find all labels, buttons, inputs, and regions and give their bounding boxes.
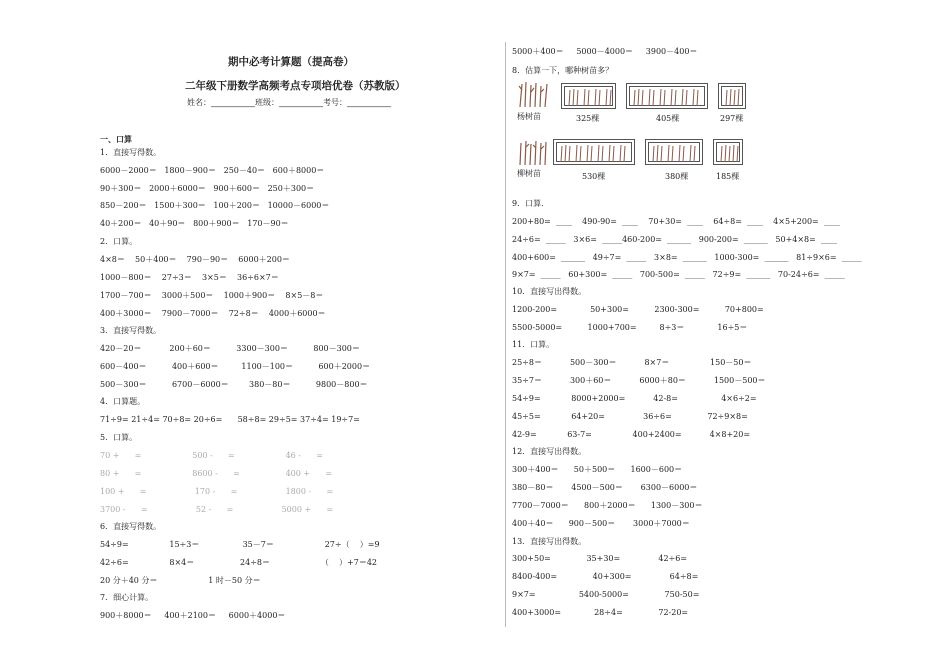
sapling-bundle-icon (554, 140, 636, 166)
question-row: 9×7= _____ 60+300= _____ 700-500= _____ 72÷9= ______ 70-24÷6= _____ (512, 270, 845, 279)
sapling-count: 530棵 (582, 172, 606, 181)
question-row: 20 分＋40 分＝ 1 时－50 分＝ (100, 576, 261, 585)
poplar-label: 杨树苗 (517, 112, 541, 121)
question-title: 4．口算题。 (100, 397, 146, 406)
question-row: 380－80＝ 4500－500＝ 6300－6000＝ (512, 483, 698, 492)
question-row: 100 + = 170 - = 1800 - = (100, 487, 334, 496)
question-row: 5500-5000= 1000+700= 8÷3＝ 16÷5＝ (512, 323, 748, 332)
willow-sapling-icon (516, 138, 550, 166)
question-row: 900＋8000＝ 400＋2100＝ 6000＋4000＝ (100, 611, 286, 620)
question-row: 25÷8＝ 500－300＝ 8×7＝ 150－50＝ (512, 358, 752, 367)
sapling-count: 405棵 (656, 114, 680, 123)
question-row: 42-9= 63-7= 400+2400= 4×8+20= (512, 430, 751, 439)
sapling-box (718, 83, 746, 109)
question-title: 7．细心计算。 (100, 593, 154, 602)
question-row: 9×7= 5400-5000= 750-50= (512, 590, 700, 599)
student-info-line: 姓名：___________班级：___________考号：___________ (187, 98, 391, 107)
question-row: 5000＋400＝ 5000－4000＝ 3900－400＝ (512, 47, 698, 56)
question-row: 71÷9= 21÷4= 70÷8= 20÷6= 58÷8= 29÷5= 37÷4= 19÷7= (100, 415, 360, 424)
question-row: 1000－800＝ 27÷3＝ 3×5＝ 36÷6×7＝ (100, 273, 279, 282)
question-row: 420－20＝ 200＋60＝ 3300－300＝ 800－300＝ (100, 344, 360, 353)
sapling-count: 297棵 (720, 114, 744, 123)
question-row: 90＋300＝ 2000＋6000＝ 900＋600＝ 250＋300＝ (100, 184, 315, 193)
question-row: 8400-400= 40+300= 64÷8= (512, 572, 699, 581)
sapling-bundle-icon (714, 140, 744, 166)
question-row: 1200-200= 50+300= 2300-300= 70+800= (512, 305, 764, 314)
worksheet-title: 期中必考计算题（提高卷） (228, 56, 354, 68)
sapling-count: 185棵 (716, 172, 740, 181)
question-row: 4×8＝ 50＋400＝ 790－90＝ 6000＋200＝ (100, 255, 290, 264)
column-divider (505, 42, 506, 627)
question-row: 200+80= ____ 490-90= ____ 70+30= ____ 64÷8= ____ 4×5+200= ____ (512, 217, 840, 226)
sapling-bundle-icon (646, 140, 704, 166)
question-title: 2．口算。 (100, 237, 138, 246)
question-row: 45÷5= 64+20= 36÷6= 72÷9×8= (512, 412, 748, 421)
question-row: 7700－7000＝ 800＋2000＝ 1300－300＝ (512, 501, 703, 510)
question-row: 400+600= ______ 49÷7= _____ 3×8= ______ 1000-300= ______ 81÷9×6= _____ (512, 253, 862, 262)
question-row: 80 + = 8600 - = 400 + = (100, 469, 333, 478)
question-title: 10．直接写出得数。 (512, 287, 587, 296)
question-title: 5．口算。 (100, 433, 138, 442)
question-title: 6．直接写得数。 (100, 522, 162, 531)
question-title: 11．口算。 (512, 340, 555, 349)
question-row: 300＋400＝ 50＋500＝ 1600－600＝ (512, 465, 683, 474)
question-row: 3700 - = 52 - = 5000 + = (100, 505, 334, 514)
question-title: 8．估算一下，哪种树苗多？ (512, 66, 614, 75)
willow-label: 柳树苗 (517, 169, 541, 178)
question-row: 600－400＝ 400＋600＝ 1100－100＝ 600＋2000＝ (100, 362, 371, 371)
sapling-box (645, 139, 703, 165)
question-title: 12．直接写出得数。 (512, 447, 587, 456)
question-title: 9．口算． (512, 199, 550, 208)
question-row: 24÷6= _____ 3×6= _____460-200= ______ 900-200= ______ 50+4×8= ____ (512, 235, 837, 244)
question-row: 850－200＝ 1500＋300＝ 100＋200＝ 10000－6000＝ (100, 201, 330, 210)
sapling-count: 380棵 (665, 172, 689, 181)
sapling-count: 325棵 (576, 114, 600, 123)
worksheet-subtitle: 二年级下册数学高频考点专项培优卷（苏教版） (185, 80, 406, 92)
question-row: 400＋40＝ 900－500＝ 3000＋7000＝ (512, 519, 690, 528)
question-row: 400＋3000＝ 7900－7000＝ 72÷8＝ 4000＋6000＝ (100, 309, 326, 318)
sapling-box (561, 83, 616, 109)
poplar-sapling-icon (516, 80, 552, 108)
question-row: 54÷9= 15÷3＝ 35－7＝ 27÷（ ）=9 (100, 540, 380, 549)
question-row: 40＋200＝ 40＋90＝ 800＋900＝ 170－90＝ (100, 219, 289, 228)
section-title: 一、口算 (100, 135, 132, 144)
question-row: 400+3000= 28÷4= 72-20= (512, 608, 689, 617)
sapling-box (626, 83, 708, 109)
question-row: 35÷7＝ 300＋60＝ 6000＋80＝ 1500－500＝ (512, 376, 766, 385)
question-row: 70 + = 500 - = 46 - = (100, 451, 323, 460)
sapling-box (553, 139, 635, 165)
sapling-bundle-icon (719, 84, 747, 110)
question-title: 13．直接写出得数。 (512, 537, 587, 546)
question-row: 500－300＝ 6700－6000＝ 380－80＝ 9800－800＝ (100, 380, 368, 389)
question-row: 6000－2000＝ 1800－900＝ 250－40＝ 600＋8000＝ (100, 166, 325, 175)
question-title: 3．直接写得数。 (100, 326, 162, 335)
sapling-box (713, 139, 743, 165)
question-row: 300+50= 35+30= 42÷6= (512, 554, 688, 563)
sapling-bundle-icon (627, 84, 709, 110)
question-title: 1．直接写得数。 (100, 148, 162, 157)
question-row: 54÷9= 8000+2000= 42-8= 4×6÷2= (512, 394, 757, 403)
sapling-bundle-icon (562, 84, 617, 110)
question-row: 1700－700＝ 3000＋500＝ 1000＋900＝ 8×5－8＝ (100, 291, 324, 300)
question-row: 42÷6= 8×4＝ 24÷8＝ （ ）+7＝42 (100, 558, 377, 567)
